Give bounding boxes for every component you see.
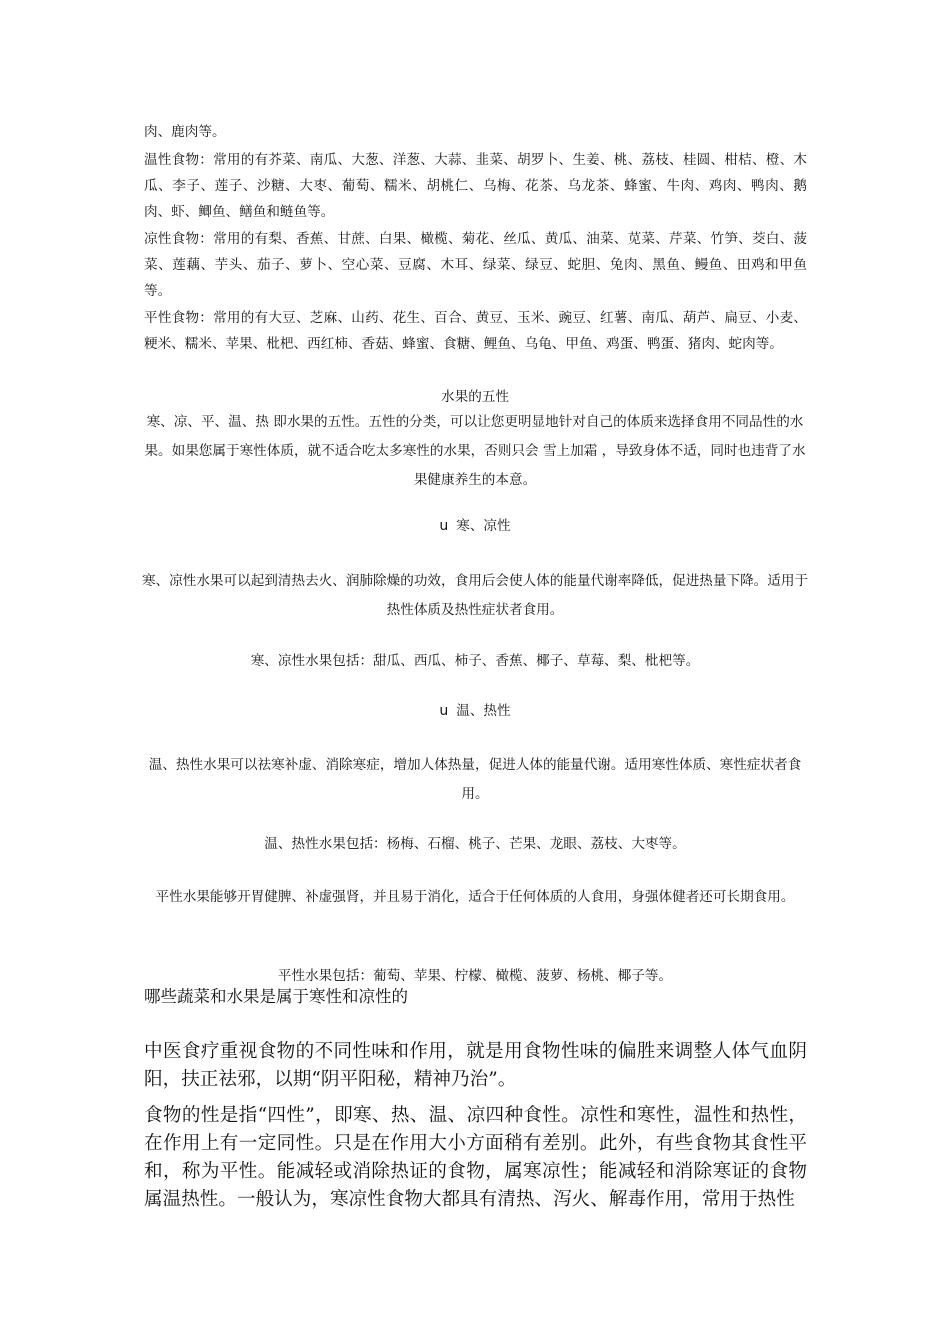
cold-cool-description: 寒、凉性水果可以起到清热去火、润肺除燥的功效，食用后会使人体的能量代谢率降低，促进热量下降。适用于热性体质及热性症状者食用。 (141, 573, 809, 618)
warm-foods-paragraph: 温性食物：常用的有芥菜、南瓜、大葱、洋葱、大蒜、韭菜、胡罗卜、生姜、桃、荔枝、桂圆、柑桔、橙、木瓜、李子、莲子、沙糖、大枣、葡萄、糯米、胡桃仁、乌梅、花茶、乌龙茶、蜂蜜、牛肉、鸡肉、鸭肉、鹅肉、虾、鲫鱼、鳝鱼和鲢鱼等。 (144, 152, 807, 220)
cold-cool-fruit-list: 寒、凉性水果包括：甜瓜、西瓜、柿子、香蕉、椰子、草莓、梨、枇杷等。 (250, 653, 700, 669)
article-paragraph-1: 中医食疗重视食物的不同性味和作用，就是用食物性味的偏胜来调整人体气血阴阳，扶正祛邪，以期“阴平阳秘，精神乃治”。 (144, 1041, 807, 1090)
neutral-foods-paragraph: 平性食物：常用的有大豆、芝麻、山药、花生、百合、黄豆、玉米、豌豆、红薯、南瓜、葫芦、扁豆、小麦、粳米、糯米、苹果、枇杷、西红柿、香菇、蜂蜜、食糖、鲤鱼、乌龟、甲鱼、鸡蛋、鸭蛋、猪肉、蛇肉等。 (144, 310, 807, 352)
fruit-five-properties-intro: 寒、凉、平、温、热 即水果的五性。五性的分类，可以让您更明显地针对自己的体质来选择食用不同品性的水果。如果您属于寒性体质，就不适合吃太多寒性的水果，否则只会 雪上加霜 ，导致身体不适，同时也违背了水果健康养生的本意。 (144, 414, 806, 488)
fruit-section-title: 水果的五性 (441, 389, 509, 405)
bullet-icon: u (439, 703, 449, 719)
article-paragraph-2: 食物的性是指“四性”，即寒、热、温、凉四种食性。凉性和寒性，温性和热性，在作用上有一定同性。只是在作用大小方面稍有差别。此外，有些食物其食性平和，称为平性。能减轻或消除热证的食物，属寒凉性；能减轻和消除寒证的食物属温热性。一般认为，寒凉性食物大都具有清热、泻火、解毒作用，常用于热性 (144, 1105, 807, 1210)
warm-hot-fruit-list: 温、热性水果包括：杨梅、石榴、桃子、芒果、龙眼、荔枝、大枣等。 (264, 836, 686, 852)
warm-hot-heading-text: 温、热性 (456, 703, 511, 719)
neutral-fruit-description: 平性水果能够开胃健脾、补虚强肾，并且易于消化，适合于任何体质的人食用，身强体健者还可长期食用。 (155, 889, 795, 905)
warm-hot-heading (140, 697, 810, 726)
bullet-icon: u (439, 518, 449, 534)
neutral-fruit-list: 平性水果包括：葡萄、苹果、柠檬、橄榄、菠萝、杨桃、椰子等。 (277, 968, 673, 984)
cold-cool-heading-text: 寒、凉性 (456, 518, 511, 534)
cold-cool-heading (140, 512, 810, 541)
warm-hot-description: 温、热性水果可以祛寒补虚、消除寒症，增加人体热量，促进人体的能量代谢。适用寒性体质、寒性症状者食用。 (148, 757, 802, 802)
article-heading: 哪些蔬菜和水果是属于寒性和凉性的 (144, 987, 408, 1006)
cool-foods-paragraph: 凉性食物：常用的有梨、香蕉、甘蔗、白果、橄榄、菊花、丝瓜、黄瓜、油菜、苋菜、芹菜、竹笋、茭白、菠菜、莲藕、芋头、茄子、萝卜、空心菜、豆腐、木耳、绿菜、绿豆、蛇胆、兔肉、黑鱼、鳗鱼、田鸡和甲鱼等。 (144, 231, 807, 299)
meat-continuation: 肉、鹿肉等。 (144, 124, 226, 140)
